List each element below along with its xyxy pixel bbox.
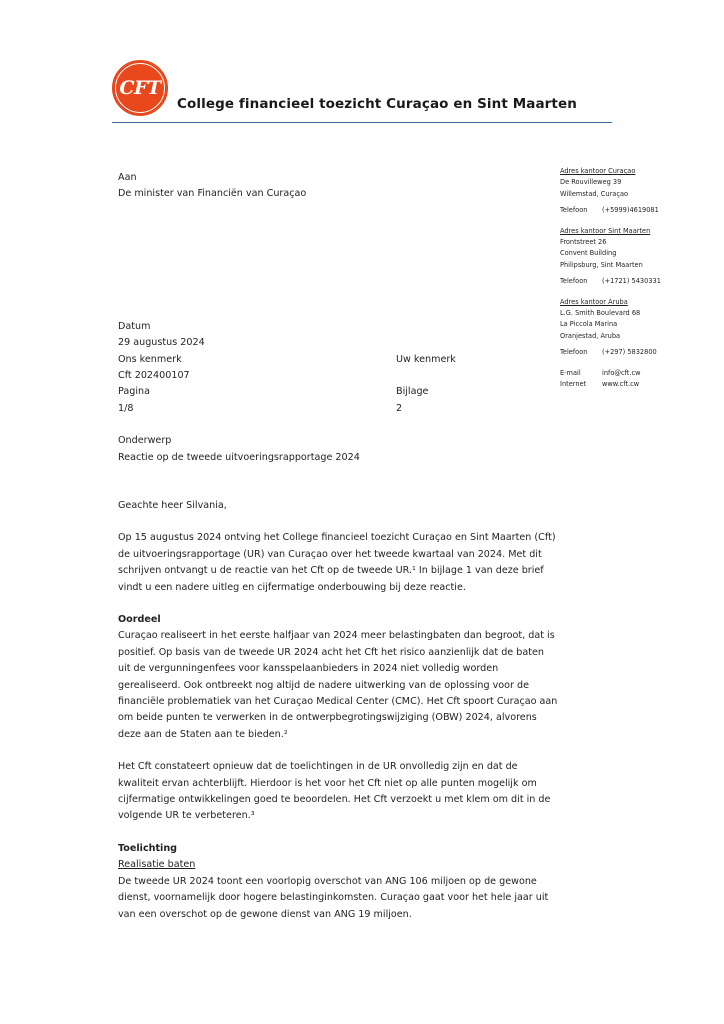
spacer: [118, 417, 558, 433]
internet-value[interactable]: www.cft.cw: [602, 380, 640, 389]
section-heading-oordeel: Oordeel: [118, 614, 161, 625]
address-line: Philipsburg, Sint Maarten: [560, 260, 643, 269]
cft-logo-text: CFT: [119, 77, 161, 99]
bijlage-label: Bijlage: [396, 386, 429, 398]
addressee-name: De minister van Financiën van Curaçao: [118, 188, 307, 200]
contact-group: [560, 368, 720, 391]
email-label: E-mail: [560, 368, 581, 377]
phone-value: (+5999)4619081: [602, 206, 659, 215]
spacer: [118, 203, 558, 319]
address-line: Willemstad, Curaçao: [560, 189, 629, 198]
cft-logo-ring: [115, 63, 165, 113]
phone-label: Telefoon: [560, 206, 588, 215]
oordeel-paragraph-2: Het Cft constateert opnieuw dat de toelichtingen in de UR onvolledig zijn en dat de kwaliteit ervan achterblijft. Hierdoor is het voor het Cft niet op alle punten mogelijk om cijfermatige ontwikkelingen goed te beoordelen. Het Cft verzoekt u met klem om dit in de volgende UR te verbeteren.³: [118, 761, 551, 822]
meta-row-kenmerk: [118, 352, 558, 368]
salutation: Geachte heer Silvania,: [118, 499, 227, 511]
internet-row: [560, 379, 720, 390]
organization-title: College financieel toezicht Curaçao en Sint Maarten: [177, 96, 577, 112]
realisatie-paragraph: De tweede UR 2024 toont een voorlopig overschot van ANG 106 miljoen op de gewone dienst, voornamelijk door hogere belastinginkomsten. Curaçao gaat voor het hele jaar uit van een overschot op de gewone dienst van ANG 19 miljoen.: [118, 875, 549, 920]
oordeel-paragraph-1: Curaçao realiseert in het eerste halfjaar van 2024 meer belastingbaten dan begroot, dat is positief. Op basis van de tweede UR 2024 acht het Cft het risico aanzienlijk dat de baten uit de vergunningenfees voor kansspelaanbieders in 2024 niet volledig worden gerealiseerd. Ook ontbreekt nog altijd de nadere uitwerking van de oplossing voor de financiële problematiek van het Curaçao Medical Center (CMC). Het Cft spoort Curaçao aan om beide punten te verwerken in de ontwerpbegrotingswijziging (OBW) 2024, alvorens deze aan de Staten aan te bieden.²: [118, 630, 558, 740]
pagina-value: 1/8: [118, 402, 134, 414]
section-heading-toelichting: Toelichting: [118, 842, 178, 854]
meta-row-kenmerk-value: [118, 368, 558, 384]
address-line: Oranjestad, Aruba: [560, 331, 621, 340]
address-heading: Adres kantoor Curaçao: [560, 167, 636, 175]
email-value[interactable]: info@cft.cw: [602, 368, 641, 377]
onderwerp-label: Onderwerp: [118, 435, 172, 447]
spacer: [118, 514, 558, 530]
spacer: [118, 466, 558, 498]
header-divider: [112, 122, 612, 123]
address-line: Convent Building: [560, 249, 617, 258]
subheading-realisatie-baten: Realisatie baten: [118, 859, 196, 871]
meta-row-datum: [118, 319, 558, 335]
spacer: [118, 743, 558, 759]
address-line: De Rouvilleweg 39: [560, 178, 622, 187]
meta-row-pagina-value: [118, 401, 558, 417]
ons-kenmerk-value: Cft 202400107: [118, 369, 190, 381]
spacer: [118, 596, 558, 612]
spacer: [118, 825, 558, 841]
address-heading: Adres kantoor Sint Maarten: [560, 226, 651, 235]
letter-body: [118, 170, 558, 923]
address-phone: [560, 205, 720, 216]
pagina-label: Pagina: [118, 386, 150, 398]
address-line: La Piccola Marina: [560, 320, 618, 329]
letterhead: [112, 60, 612, 122]
intro-paragraph: Op 15 augustus 2024 ontving het College financieel toezicht Curaçao en Sint Maarten (Cft) de uitvoeringsrapportage (UR) van Curaçao over het tweede kwartaal van 2024. Met dit schrijven ontvangt u de reactie van het Cft op de tweede UR.¹ In bijlage 1 van deze brief vindt u een nadere uitleg en cijfermatige onderbouwing bij deze reactie.: [118, 532, 556, 593]
uw-kenmerk-label: Uw kenmerk: [396, 353, 456, 365]
phone-value: (+1721) 5430331: [602, 277, 661, 286]
address-sidebar: [560, 166, 720, 400]
address-phone: [560, 276, 720, 287]
address-group-curacao: [560, 166, 720, 217]
datum-label: Datum: [118, 320, 151, 332]
address-line: Frontstreet 26: [560, 238, 607, 247]
phone-label: Telefoon: [560, 348, 588, 357]
address-heading: Adres kantoor Aruba: [560, 297, 628, 306]
onderwerp-value: Reactie op de tweede uitvoeringsrapportage 2024: [118, 451, 360, 463]
meta-row-pagina: [118, 384, 558, 400]
address-group-sint-maarten: [560, 226, 720, 288]
address-phone: [560, 347, 720, 358]
ons-kenmerk-label: Ons kenmerk: [118, 353, 182, 365]
datum-value: 29 augustus 2024: [118, 337, 205, 349]
internet-label: Internet: [560, 380, 587, 389]
address-group-aruba: [560, 297, 720, 359]
bijlage-value: 2: [396, 402, 403, 414]
email-row: [560, 368, 720, 379]
phone-label: Telefoon: [560, 277, 588, 286]
meta-row-datum-value: [118, 335, 558, 351]
cft-logo-icon: [112, 60, 168, 116]
addressee-label: Aan: [118, 172, 137, 183]
address-line: L.G. Smith Boulevard 68: [560, 309, 641, 318]
phone-value: (+297) 5832800: [602, 348, 657, 357]
